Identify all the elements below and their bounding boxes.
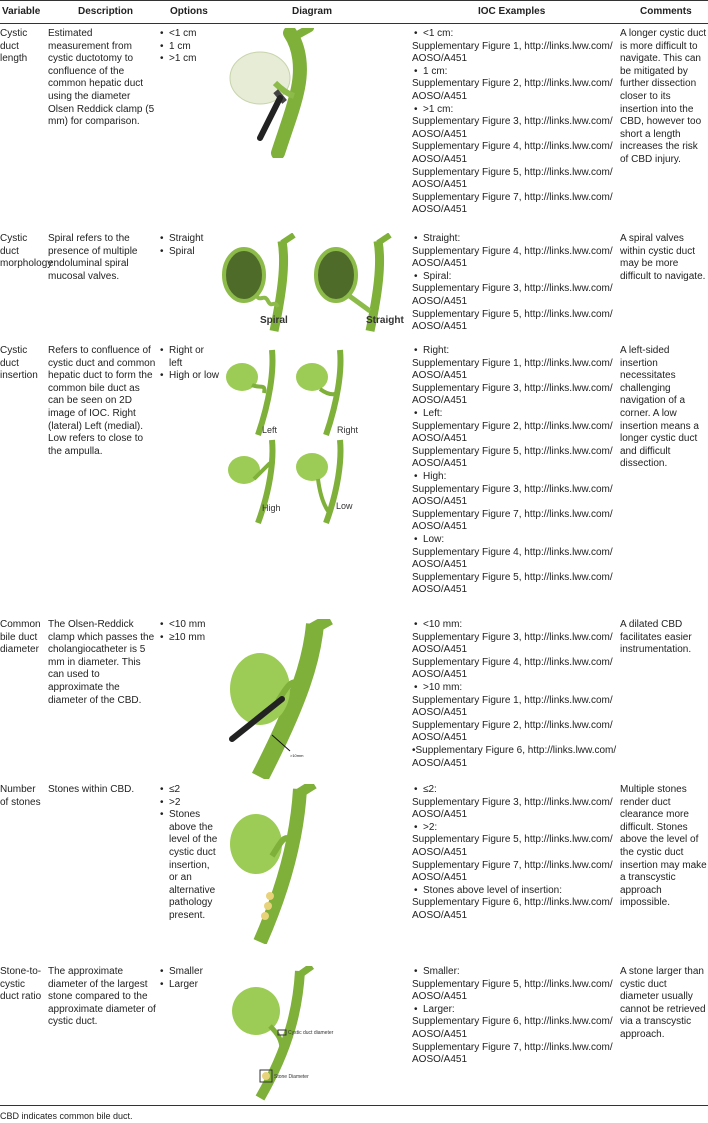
diagram-label: Spiral: [260, 315, 288, 326]
ioc-reference: Supplementary Figure 5, http://links.lww.com/ AOSO/A451: [412, 834, 613, 858]
header-description: Description: [78, 6, 134, 17]
ioc-option-heading: • Low:: [412, 534, 617, 547]
ioc-reference: Supplementary Figure 5, http://links.lww.com/ AOSO/A451: [412, 308, 613, 333]
ioc-option-heading: • Spiral:: [412, 271, 617, 284]
option-item: • >1 cm: [158, 53, 220, 66]
ioc-option-heading: • ≤2:: [412, 784, 617, 797]
ioc-option-heading: • >2:: [412, 822, 617, 835]
ioc-option-heading: • >1 cm:: [412, 104, 617, 117]
ioc-option-heading: • Right:: [412, 345, 617, 358]
ioc-reference: •Supplementary Figure 6, http://links.lww.com/ AOSO/A451: [412, 744, 617, 769]
ioc-option-heading: • 1 cm:: [412, 66, 617, 79]
ioc-reference: Supplementary Figure 3, http://links.lww.com/ AOSO/A451: [412, 631, 613, 656]
row-description: The approximate diameter of the largest stone compared to the approximate diameter of cystic duct.: [48, 966, 156, 1028]
row-options: [158, 233, 220, 258]
ioc-reference: Supplementary Figure 6, http://links.lww.com/ AOSO/A451: [412, 897, 613, 921]
diagram-cystic-duct-morphology: [220, 233, 410, 338]
ioc-reference: Supplementary Figure 6, http://links.lww.com/ AOSO/A451: [412, 1016, 613, 1040]
row-options: [158, 345, 220, 383]
row-variable: Cystic duct insertion: [0, 345, 38, 382]
biliary-diagram-image: [220, 619, 410, 779]
row-description: Spiral refers to the presence of multiple endoluminal spiral mucosal valves.: [48, 233, 138, 282]
ioc-reference: Supplementary Figure 4, http://links.lww.com/ AOSO/A451: [412, 245, 613, 270]
ioc-reference: Supplementary Figure 3, http://links.lww.com/ AOSO/A451: [412, 116, 613, 140]
ioc-reference: Supplementary Figure 3, http://links.lww.com/ AOSO/A451: [412, 796, 613, 821]
diagram-label: Right: [337, 425, 359, 435]
ioc-reference: Supplementary Figure 5, http://links.lww.com/ AOSO/A451: [412, 445, 613, 470]
row-options: [158, 784, 220, 923]
ioc-examples: [412, 619, 617, 770]
biliary-diagram-image: [220, 784, 410, 944]
ioc-reference: Supplementary Figure 7, http://links.lww.com/ AOSO/A451: [412, 191, 613, 216]
ioc-reference: Supplementary Figure 4, http://links.lww.com/ AOSO/A451: [412, 656, 613, 681]
ioc-reference: Supplementary Figure 5, http://links.lww.com/ AOSO/A451: [412, 571, 613, 596]
row-description: Estimated measurement from cystic ductotomy to confluence of the common hepatic duct using the diameter Olsen Reddick clamp (5 mm) for comparison.: [48, 28, 155, 128]
option-item: • Smaller: [158, 966, 220, 979]
diagram-common-bile-duct-diameter: [220, 619, 410, 784]
ioc-reference: Supplementary Figure 7, http://links.lww.com/ AOSO/A451: [412, 508, 613, 533]
option-item: • 1 cm: [158, 41, 220, 54]
ioc-examples: [412, 345, 617, 597]
option-item: • ≤2: [158, 784, 220, 797]
header-diagram: Diagram: [292, 6, 333, 17]
ioc-reference: Supplementary Figure 2, http://links.lww.com/ AOSO/A451: [412, 420, 613, 445]
header-comments: Comments: [640, 6, 692, 17]
option-item: • High or low: [158, 370, 220, 383]
option-item: • Stones above the level of the cystic duct insertion, or an alternative pathology present.: [158, 809, 220, 922]
table-footnote: CBD indicates common bile duct.: [0, 1105, 708, 1123]
row-variable: Stone-to-cystic duct ratio: [0, 966, 42, 1003]
ioc-option-heading: • Stones above level of insertion:: [412, 885, 617, 898]
biliary-diagram-image: [220, 345, 410, 525]
biliary-diagram-image: [220, 28, 410, 158]
row-options: [158, 619, 220, 644]
ioc-reference: Supplementary Figure 3, http://links.lww.com/ AOSO/A451: [412, 382, 613, 407]
row-variable: Cystic duct morphology: [0, 233, 53, 270]
diagram-label: Stone Diameter: [274, 1074, 309, 1080]
option-item: • Right or left: [158, 345, 220, 370]
option-item: • Larger: [158, 979, 220, 992]
row-comments: A stone larger than cystic duct diameter usually cannot be retrieved via a transcystic approach.: [620, 966, 706, 1040]
ioc-examples: [412, 966, 617, 1067]
ioc-option-heading: • Smaller:: [412, 966, 617, 979]
option-item: • <1 cm: [158, 28, 220, 41]
ioc-option-heading: • >10 mm:: [412, 682, 617, 695]
ioc-reference: Supplementary Figure 2, http://links.lww.com/ AOSO/A451: [412, 78, 613, 102]
diagram-label: High: [262, 503, 281, 513]
diagram-label: >10mm: [290, 753, 304, 758]
ioc-examples: [412, 233, 617, 334]
diagram-label: Left: [262, 425, 278, 435]
row-variable: Cystic duct length: [0, 28, 28, 65]
ioc-reference: Supplementary Figure 1, http://links.lww.com/ AOSO/A451: [412, 40, 613, 65]
ioc-reference: Supplementary Figure 1, http://links.lww.com/ AOSO/A451: [412, 357, 613, 382]
biliary-diagram-image: [220, 233, 410, 333]
row-description: The Olsen-Reddick clamp which passes the cholangiocatheter is 5 mm in diameter. This can used to approximate the diameter of the CBD.: [48, 619, 155, 706]
ioc-reference: Supplementary Figure 3, http://links.lww.com/ AOSO/A451: [412, 283, 613, 307]
diagram-stone-to-cystic-duct-ratio: [220, 966, 410, 1106]
ioc-reference: Supplementary Figure 5, http://links.lww.com/ AOSO/A451: [412, 978, 613, 1003]
ioc-option-heading: • Straight:: [412, 233, 617, 246]
diagram-number-of-stones: [220, 784, 410, 949]
diagram-cystic-duct-length: [220, 28, 410, 163]
ioc-reference: Supplementary Figure 4, http://links.lww.com/ AOSO/A451: [412, 546, 613, 571]
ioc-reference: Supplementary Figure 7, http://links.lww.com/ AOSO/A451: [412, 859, 613, 884]
row-comments: A left-sided insertion necessitates challenging navigation of a corner. A low insertion means a longer cystic duct and difficult dissection.: [620, 345, 699, 470]
ioc-option-heading: • <10 mm:: [412, 619, 617, 632]
diagram-label: Low: [336, 501, 353, 511]
header-variable: Variable: [2, 6, 41, 17]
row-comments: A spiral valves within cystic duct may be more difficult to navigate.: [620, 233, 706, 282]
diagram-label: Cystic duct diameter: [288, 1030, 334, 1036]
diagram-label: Straight: [366, 315, 404, 326]
option-item: • ≥10 mm: [158, 632, 220, 645]
diagram-cystic-duct-insertion: [220, 345, 410, 530]
option-item: • Spiral: [158, 246, 220, 259]
ioc-examples: [412, 28, 617, 217]
row-options: [158, 966, 220, 991]
ioc-option-heading: • Left:: [412, 408, 617, 421]
option-item: • <10 mm: [158, 619, 220, 632]
option-item: • >2: [158, 797, 220, 810]
row-comments: A dilated CBD facilitates easier instrumentation.: [620, 619, 692, 656]
ioc-option-heading: • High:: [412, 471, 617, 484]
table-header: [0, 0, 708, 24]
ioc-reference: Supplementary Figure 7, http://links.lww.com/ AOSO/A451: [412, 1041, 613, 1066]
ioc-reference: Supplementary Figure 5, http://links.lww.com/ AOSO/A451: [412, 166, 613, 191]
row-comments: Multiple stones render duct clearance more difficult. Stones above the level of the cystic duct insertion may make a transcystic approach impossible.: [620, 784, 707, 909]
ioc-reference: Supplementary Figure 2, http://links.lww.com/ AOSO/A451: [412, 719, 613, 744]
row-description: Stones within CBD.: [48, 784, 135, 795]
ioc-examples: [412, 784, 617, 923]
ioc-reference: Supplementary Figure 1, http://links.lww.com/ AOSO/A451: [412, 694, 613, 719]
ioc-reference: Supplementary Figure 4, http://links.lww.com/ AOSO/A451: [412, 141, 613, 165]
ioc-reference: Supplementary Figure 3, http://links.lww.com/ AOSO/A451: [412, 483, 613, 508]
ioc-option-heading: • Larger:: [412, 1004, 617, 1017]
header-options: Options: [170, 6, 208, 17]
ioc-option-heading: • <1 cm:: [412, 28, 617, 41]
biliary-diagram-image: [220, 966, 410, 1101]
header-ioc: IOC Examples: [478, 6, 546, 17]
row-options: [158, 28, 220, 66]
row-variable: Number of stones: [0, 784, 41, 808]
row-variable: Common bile duct diameter: [0, 619, 41, 656]
row-comments: A longer cystic duct is more difficult to navigate. This can be mitigated by further dissection closer to its insertion into the CBD, however too short a length increases the risk of CBD injury.: [620, 28, 707, 165]
option-item: • Straight: [158, 233, 220, 246]
row-description: Refers to confluence of cystic duct and common hepatic duct to form the common bile duct as can be seen on 2D image of IOC. Right (lateral) Left (medial). Low refers to close to the ampulla.: [48, 345, 156, 457]
